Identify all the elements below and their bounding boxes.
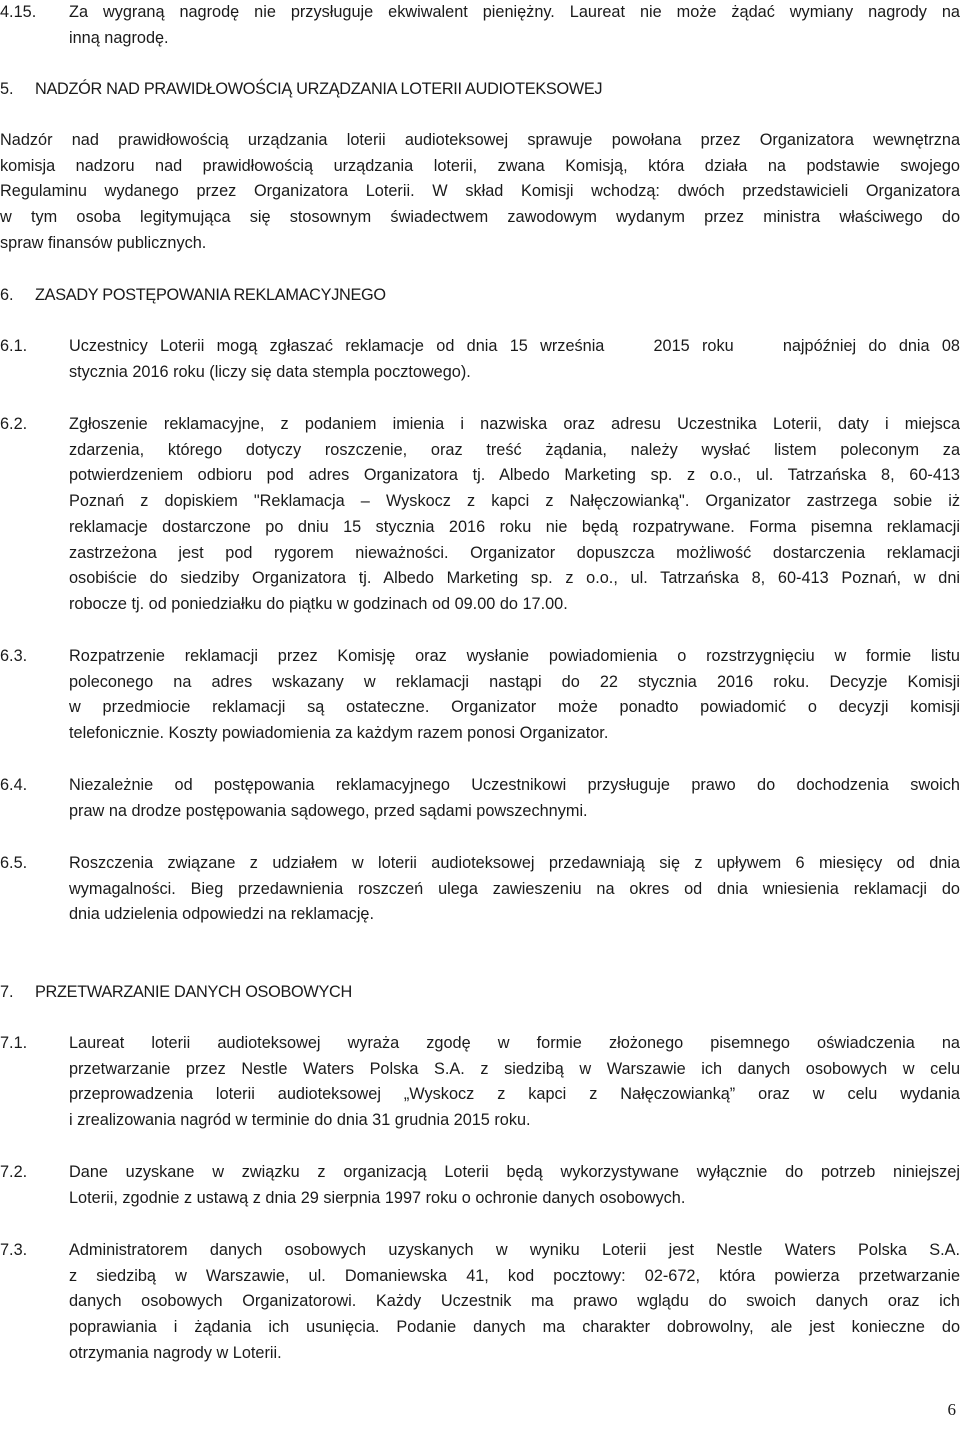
text-line: stycznia 2016 roku (liczy się data stempla pocztowego). [69, 362, 471, 381]
text-line: w tym osoba legitymująca się stosownym świadectwem zawodowym wydanym przez ministra właściwego do [0, 208, 960, 227]
text-line: dnia udzielenia odpowiedzi na reklamację. [69, 905, 375, 924]
text-line: robocze tj. od poniedziałku do piątku w godzinach od 09.00 do 17.00. [69, 594, 568, 613]
text-line: zastrzeżona jest pod rygorem nieważności. Organizator dopuszcza możliwość dostarczenia reklamacji [69, 543, 960, 562]
clause-text [69, 773, 960, 824]
text-line: Loterii, zgodnie z ustawą z dnia 29 sierpnia 1997 roku o ochronie danych osobowych. [69, 1188, 686, 1207]
text-line: Laureat loterii audioteksowej wyraża zgodę w formie złożonego pisemnego oświadczenia na [69, 1034, 960, 1052]
text-line: potwierdzeniem odbioru pod adres Organizatora tj. Albedo Marketing sp. z o.o., ul. Tatrzańska 8, 60-413 [69, 466, 960, 485]
page-number: 6 [947, 1400, 956, 1419]
text-line: otrzymania nagrody w Loterii. [69, 1343, 282, 1362]
text-line: i zrealizowania nagród w terminie do dnia 31 grudnia 2015 roku. [69, 1111, 531, 1130]
clause-number: 7.2. [0, 1163, 28, 1181]
section-number: 5. [0, 80, 14, 98]
text-line: poprawiania i żądania ich usunięcia. Podanie danych ma charakter dobrowolny, ale jest konieczne do [69, 1318, 960, 1337]
clause-number: 7.1. [0, 1034, 28, 1052]
section-title: ZASADY POSTĘPOWANIA REKLAMACYJNEGO [35, 286, 386, 304]
text-line: Zgłoszenie reklamacyjne, z podaniem imienia i nazwiska oraz adresu Uczestnika Loterii, daty i miejsca [69, 415, 960, 433]
clause-number: 7.3. [0, 1241, 28, 1259]
text-line: danych osobowych Organizatorowi. Każdy Uczestnik ma prawo wglądu do swoich danych oraz ich [69, 1292, 960, 1311]
text-line: praw na drodze postępowania sądowego, przed sądami powszechnymi. [69, 801, 588, 820]
text-line: Dane uzyskane w związku z organizacją Loterii będą wykorzystywane wyłącznie do potrzeb niniejszej [69, 1163, 960, 1181]
clause-number: 6.2. [0, 415, 28, 433]
section-number: 7. [0, 983, 14, 1001]
text-line: wymagalności. Bieg przedawnienia roszczeń ulega zawieszeniu na okres od dnia wniesienia reklamacji do [69, 879, 960, 898]
section-title: PRZETWARZANIE DANYCH OSOBOWYCH [35, 983, 352, 1001]
text-line: poleconego na adres wskazany w reklamacji nastąpi do 22 stycznia 2016 roku. Decyzje Komisji [69, 672, 960, 691]
text-line: Uczestnicy Loterii mogą zgłaszać reklamacje od dnia 15 września 2015 roku najpóźniej do dnia 08 [69, 337, 960, 355]
text-line: Rozpatrzenie reklamacji przez Komisję oraz wysłanie powiadomienia o rozstrzygnięciu w formie listu [69, 647, 960, 665]
clause-text [69, 0, 960, 51]
clause-number: 6.4. [0, 776, 28, 794]
clause-number: 6.1. [0, 337, 28, 355]
clause-text [69, 412, 960, 618]
section-5-paragraph [0, 128, 960, 257]
text-line: Niezależnie od postępowania reklamacyjnego Uczestnikowi przysługuje prawo do dochodzenia swoich [69, 776, 960, 794]
text-line: Nadzór nad prawidłowością urządzania loterii audioteksowej sprawuje powołana przez Organizatora wewnętrzna [0, 131, 960, 149]
text-line: inną nagrodę. [69, 28, 169, 47]
text-line: Poznań z dopiskiem "Reklamacja – Wyskocz z kapci z Nałęczowianką". Organizator zastrzega sobie iż [69, 492, 960, 511]
clause-text [69, 334, 960, 385]
text-line: telefonicznie. Koszty powiadomienia za każdym razem ponosi Organizator. [69, 724, 609, 743]
clause-number: 6.3. [0, 647, 28, 665]
text-line: z siedzibą w Warszawie, ul. Domaniewska 41, kod pocztowy: 02-672, która powierza przetwarzanie [69, 1266, 960, 1285]
text-line: Roszczenia związane z udziałem w loterii audioteksowej przedawniają się z upływem 6 miesięcy od dnia [69, 854, 960, 872]
text-line: Regulaminu wydanego przez Organizatora Loterii. W skład Komisji wchodzą: dwóch przedstawicieli Organizatora [0, 182, 960, 201]
clause-number: 4.15. [0, 3, 37, 21]
clause-number: 6.5. [0, 854, 28, 872]
text-line: osobiście do siedziby Organizatora tj. Albedo Marketing sp. z o.o., ul. Tatrzańska 8, 60-413 Poznań, w dni [69, 569, 960, 588]
text-line: Za wygraną nagrodę nie przysługuje ekwiwalent pieniężny. Laureat nie może żądać wymiany nagrody na [69, 3, 960, 21]
text-line: Administratorem danych osobowych uzyskanych w wyniku Loterii jest Nestle Waters Polska S.A. [69, 1241, 960, 1259]
clause-text [69, 1031, 960, 1134]
clause-text [69, 644, 960, 747]
clause-text [69, 851, 960, 928]
clause-text [69, 1238, 960, 1367]
text-line: zdarzenia, którego dotyczy roszczenie, oraz treść żądania, należy wysłać listem poleconym za [69, 440, 960, 459]
text-line: spraw finansów publicznych. [0, 233, 207, 252]
text-line: w przedmiocie reklamacji są ostateczne. Organizator może ponadto powiadomić o decyzji komisji [69, 698, 960, 717]
section-number: 6. [0, 286, 14, 304]
clause-text [69, 1160, 960, 1211]
text-line: przetwarzanie przez Nestle Waters Polska S.A. z siedzibą w Warszawie ich danych osobowych w celu [69, 1059, 960, 1078]
section-title: NADZÓR NAD PRAWIDŁOWOŚCIĄ URZĄDZANIA LOTERII AUDIOTEKSOWEJ [35, 80, 603, 98]
text-line: komisja nadzoru nad prawidłowością urządzania loterii, zwana Komisją, która działa na podstawie swojego [0, 156, 960, 175]
text-line: reklamacje dostarczone po dniu 15 stycznia 2016 roku nie będą rozpatrywane. Forma pisemna reklamacji [69, 517, 960, 536]
text-line: przeprowadzenia loterii audioteksowej „Wyskocz z kapci z Nałęczowianką” oraz w celu wydania [69, 1085, 960, 1104]
